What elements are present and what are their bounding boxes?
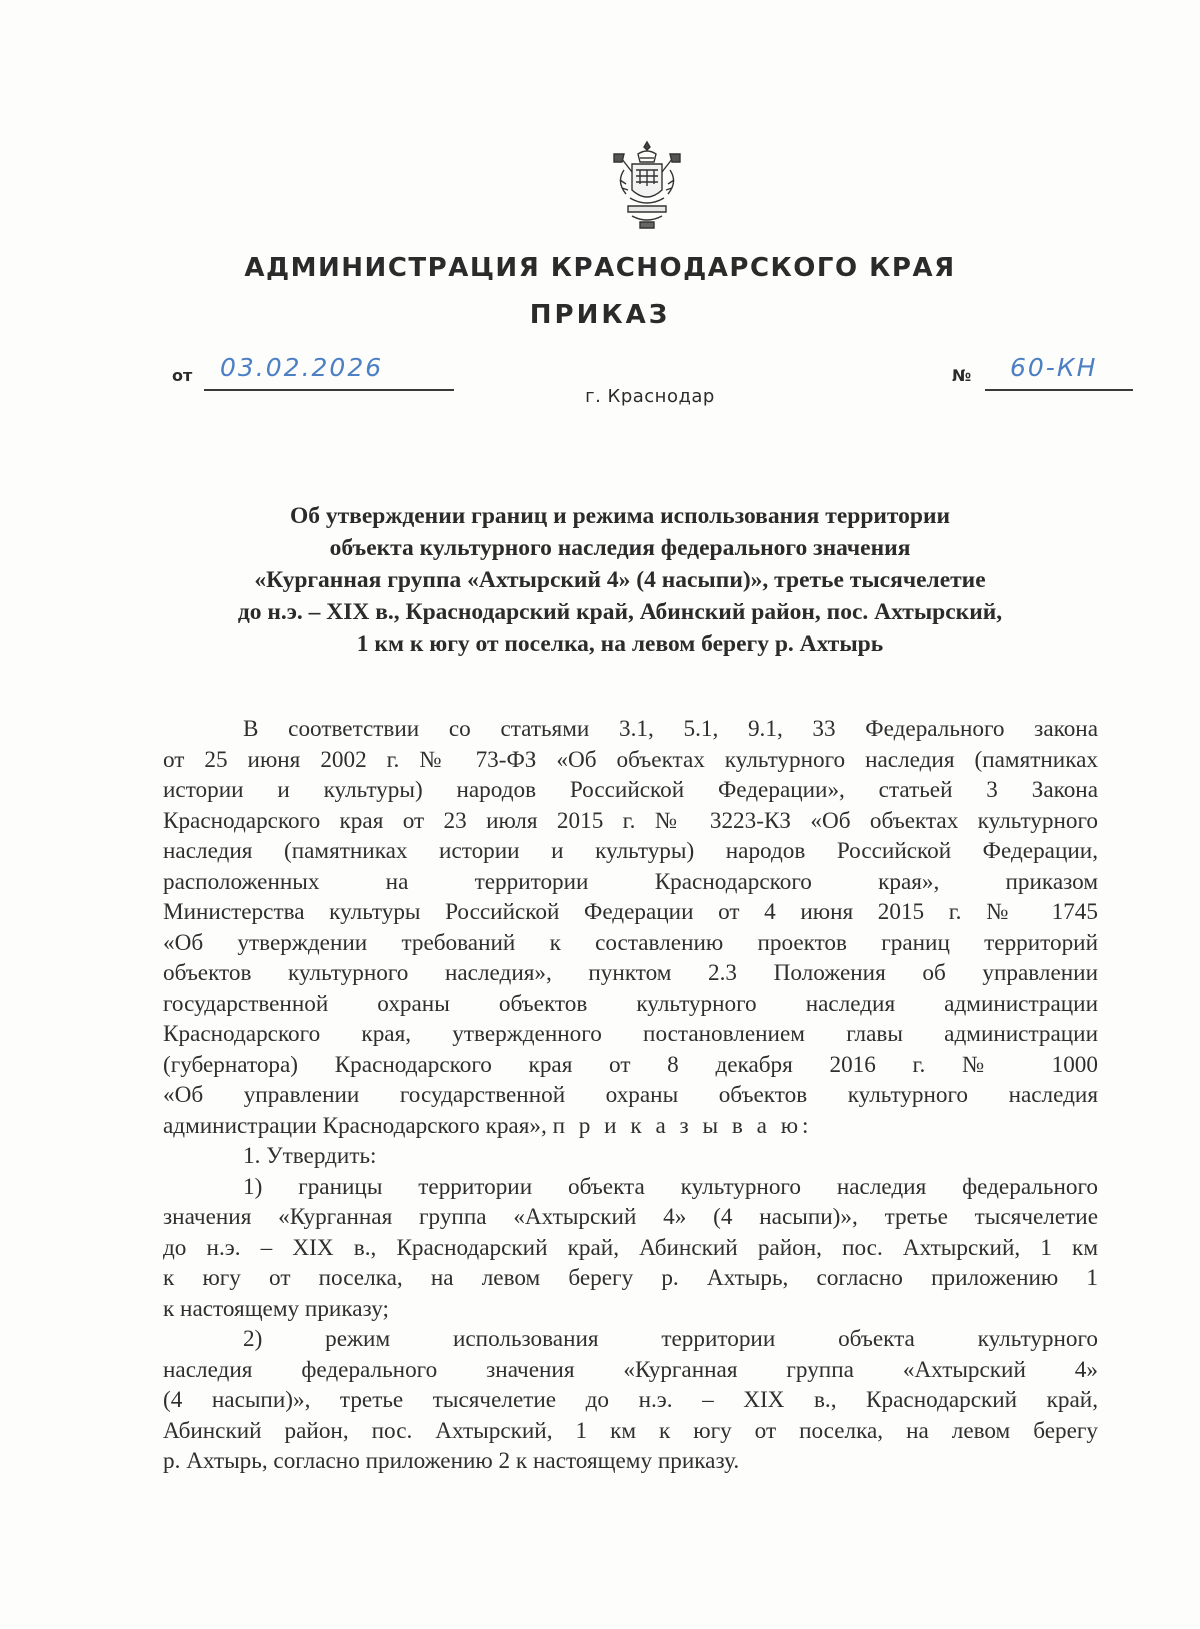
date-label: от xyxy=(172,366,193,385)
document-type-title: ПРИКАЗ xyxy=(529,300,671,330)
sub-item-1-line: к настоящему приказу; xyxy=(163,1295,389,1322)
subject-line: «Курганная группа «Ахтырский 4» (4 насыпи)», третье тысячелетие xyxy=(254,567,986,593)
handwritten-date: 03.02.2026 xyxy=(220,353,384,382)
point-1-heading: 1. Утвердить: xyxy=(243,1143,377,1169)
body-line: (губернатора) Краснодарского края от 8 декабря 2016 г. № 1000 xyxy=(163,1051,1098,1078)
handwritten-number: 60-КН xyxy=(1010,353,1098,382)
body-line-text: администрации Краснодарского края», xyxy=(163,1112,547,1139)
subject-line: Об утверждении границ и режима использования территории xyxy=(289,503,951,529)
body-line: Министерства культуры Российской Федерации от 4 июня 2015 г. № 1745 xyxy=(163,899,1098,925)
coat-of-arms-icon xyxy=(610,140,684,232)
body-line: расположенных на территории Краснодарского края», приказом xyxy=(163,868,1098,895)
sub-item-2-line: Абинский район, пос. Ахтырский, 1 км к югу от поселка, на левом берегу xyxy=(163,1417,1098,1444)
order-subject xyxy=(160,500,1080,660)
order-body xyxy=(163,714,1098,1477)
sub-item-2-line: наследия федерального значения «Курганная группа «Ахтырский 4» xyxy=(163,1356,1098,1383)
sub-item-2-line: р. Ахтырь, согласно приложению 2 к настоящему приказу. xyxy=(163,1448,740,1474)
body-line: от 25 июня 2002 г. № 73-ФЗ «Об объектах культурного наследия (памятниках xyxy=(163,746,1098,773)
body-line: «Об управлении государственной охраны объектов культурного наследия xyxy=(163,1082,1098,1108)
body-line: объектов культурного наследия», пунктом 2.3 Положения об управлении xyxy=(163,960,1098,986)
body-line: «Об утверждении требований к составлению проектов границ территорий xyxy=(163,929,1098,956)
subject-line: объекта культурного наследия федерального значения xyxy=(329,535,911,561)
organization-title: АДМИНИСТРАЦИЯ КРАСНОДАРСКОГО КРАЯ xyxy=(244,253,956,283)
sub-item-1-line: к югу от поселка, на левом берегу р. Ахтырь, согласно приложению 1 xyxy=(163,1265,1098,1291)
body-line: В соответствии со статьями 3.1, 5.1, 9.1, 33 Федерального закона xyxy=(243,716,1098,742)
sub-item-1-line: до н.э. – XIX в., Краснодарский край, Абинский район, пос. Ахтырский, 1 км xyxy=(163,1234,1098,1261)
city-line: г. Краснодар xyxy=(585,386,715,407)
body-line: Краснодарского края от 23 июля 2015 г. № 3223-КЗ «Об объектах культурного xyxy=(163,807,1098,834)
subject-line: до н.э. – XIX в., Краснодарский край, Абинский район, пос. Ахтырский, xyxy=(237,599,1003,625)
body-line: истории и культуры) народов Российской Федерации», статьей 3 Закона xyxy=(163,777,1098,803)
body-line-final xyxy=(163,1111,1098,1142)
subject-line: 1 км к югу от поселка, на левом берегу р. Ахтырь xyxy=(356,631,884,657)
sub-item-1-line: значения «Курганная группа «Ахтырский 4» (4 насыпи)», третье тысячелетие xyxy=(163,1204,1098,1230)
sub-item-2-line: 2) режим использования территории объекта культурного xyxy=(243,1326,1098,1352)
number-label: № xyxy=(952,366,972,385)
body-line: наследия (памятниках истории и культуры) народов Российской Федерации, xyxy=(163,838,1098,864)
sub-item-2-line: (4 насыпи)», третье тысячелетие до н.э. – XIX в., Краснодарский край, xyxy=(163,1387,1098,1413)
sub-item-1-line: 1) границы территории объекта культурного наследия федерального xyxy=(243,1173,1098,1200)
body-line: Краснодарского края, утвержденного постановлением главы администрации xyxy=(163,1021,1098,1047)
order-word: п р и к а з ы в а ю: xyxy=(552,1112,813,1139)
body-line: государственной охраны объектов культурного наследия администрации xyxy=(163,990,1098,1017)
